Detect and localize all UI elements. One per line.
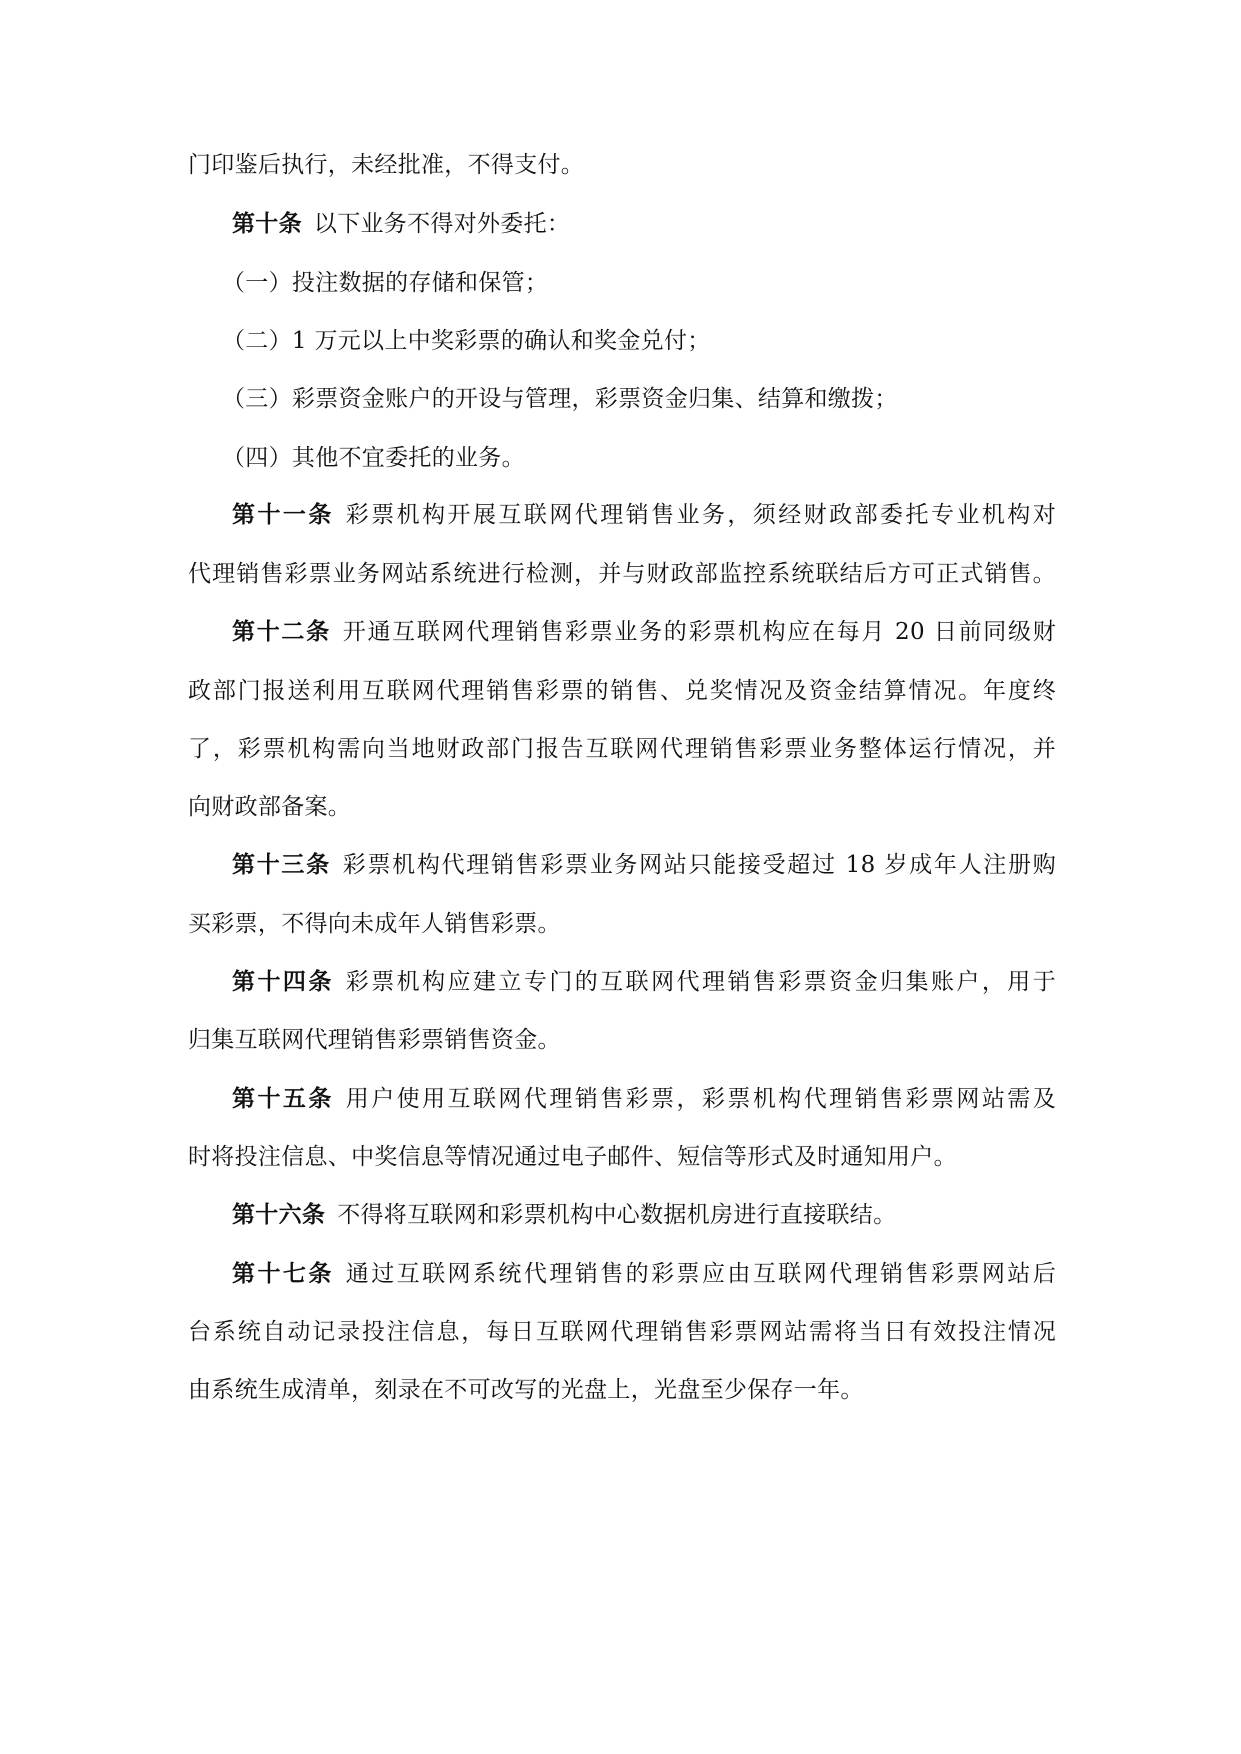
article-text: 不得将互联网和彩票机构中心数据机房进行直接联结。 [337,1202,897,1228]
paragraph-text: 门印鉴后执行，未经批准，不得支付。 [188,152,585,178]
article-text: 开通互联网代理销售彩票业务的彩票机构应在每月 20 日前同级财 [342,619,1056,645]
list-item [222,268,1102,298]
article-17 [232,1259,1056,1289]
article-label: 第十条 [232,211,302,237]
article-17-line [188,1375,1068,1405]
article-text: 彩票机构开展互联网代理销售业务，须经财政部委托专业机构对 [345,502,1057,528]
article-text: 了，彩票机构需向当地财政部门报告互联网代理销售彩票业务整体运行情况，并 [188,736,1056,762]
article-text: 通过互联网系统代理销售的彩票应由互联网代理销售彩票网站后 [345,1261,1057,1287]
article-13-line [188,909,1068,939]
article-14 [232,967,1056,997]
article-label: 第十一条 [232,502,334,528]
list-item [222,443,1102,473]
list-item-text: （一）投注数据的存储和保管； [222,270,549,296]
article-12-line [188,734,1056,764]
article-text: 代理销售彩票业务网站系统进行检测，并与财政部监控系统联结后方可正式销售。 [188,561,1056,587]
article-12 [232,617,1056,647]
article-text: 向财政部备案。 [188,794,352,820]
list-item [222,326,1102,356]
list-item-text: （三）彩票资金账户的开设与管理，彩票资金归集、结算和缴拨； [222,386,898,412]
paragraph-continuation [188,150,1068,180]
list-item [222,384,1102,414]
article-text: 买彩票，不得向未成年人销售彩票。 [188,911,561,937]
article-text: 彩票机构代理销售彩票业务网站只能接受超过 18 岁成年人注册购 [342,852,1056,878]
article-10 [232,209,1112,239]
article-text: 归集互联网代理销售彩票销售资金。 [188,1027,561,1053]
article-14-line [188,1025,1068,1055]
article-text: 用户使用互联网代理销售彩票，彩票机构代理销售彩票网站需及 [345,1086,1057,1112]
article-15-line [188,1142,1068,1172]
article-text: 彩票机构应建立专门的互联网代理销售彩票资金归集账户，用于 [345,969,1057,995]
article-text: 由系统生成清单，刻录在不可改写的光盘上，光盘至少保存一年。 [188,1377,864,1403]
article-16 [232,1200,1112,1230]
article-17-line [188,1317,1056,1347]
article-label: 第十六条 [232,1202,326,1228]
article-12-line [188,792,1068,822]
article-text: 以下业务不得对外委托： [313,211,571,237]
article-12-line [188,676,1056,706]
list-item-text: （四）其他不宜委托的业务。 [222,445,525,471]
article-label: 第十二条 [232,619,331,645]
list-item-text: （二）1 万元以上中奖彩票的确认和奖金兑付； [222,328,711,354]
article-label: 第十三条 [232,852,331,878]
article-11-line [188,559,1056,589]
article-text: 台系统自动记录投注信息，每日互联网代理销售彩票网站需将当日有效投注情况 [188,1319,1056,1345]
article-13 [232,850,1056,880]
article-label: 第十五条 [232,1086,334,1112]
article-11 [232,500,1056,530]
article-text: 时将投注信息、中奖信息等情况通过电子邮件、短信等形式及时通知用户。 [188,1144,957,1170]
article-label: 第十七条 [232,1261,334,1287]
article-15 [232,1084,1056,1114]
article-label: 第十四条 [232,969,334,995]
article-text: 政部门报送利用互联网代理销售彩票的销售、兑奖情况及资金结算情况。年度终 [188,678,1056,704]
